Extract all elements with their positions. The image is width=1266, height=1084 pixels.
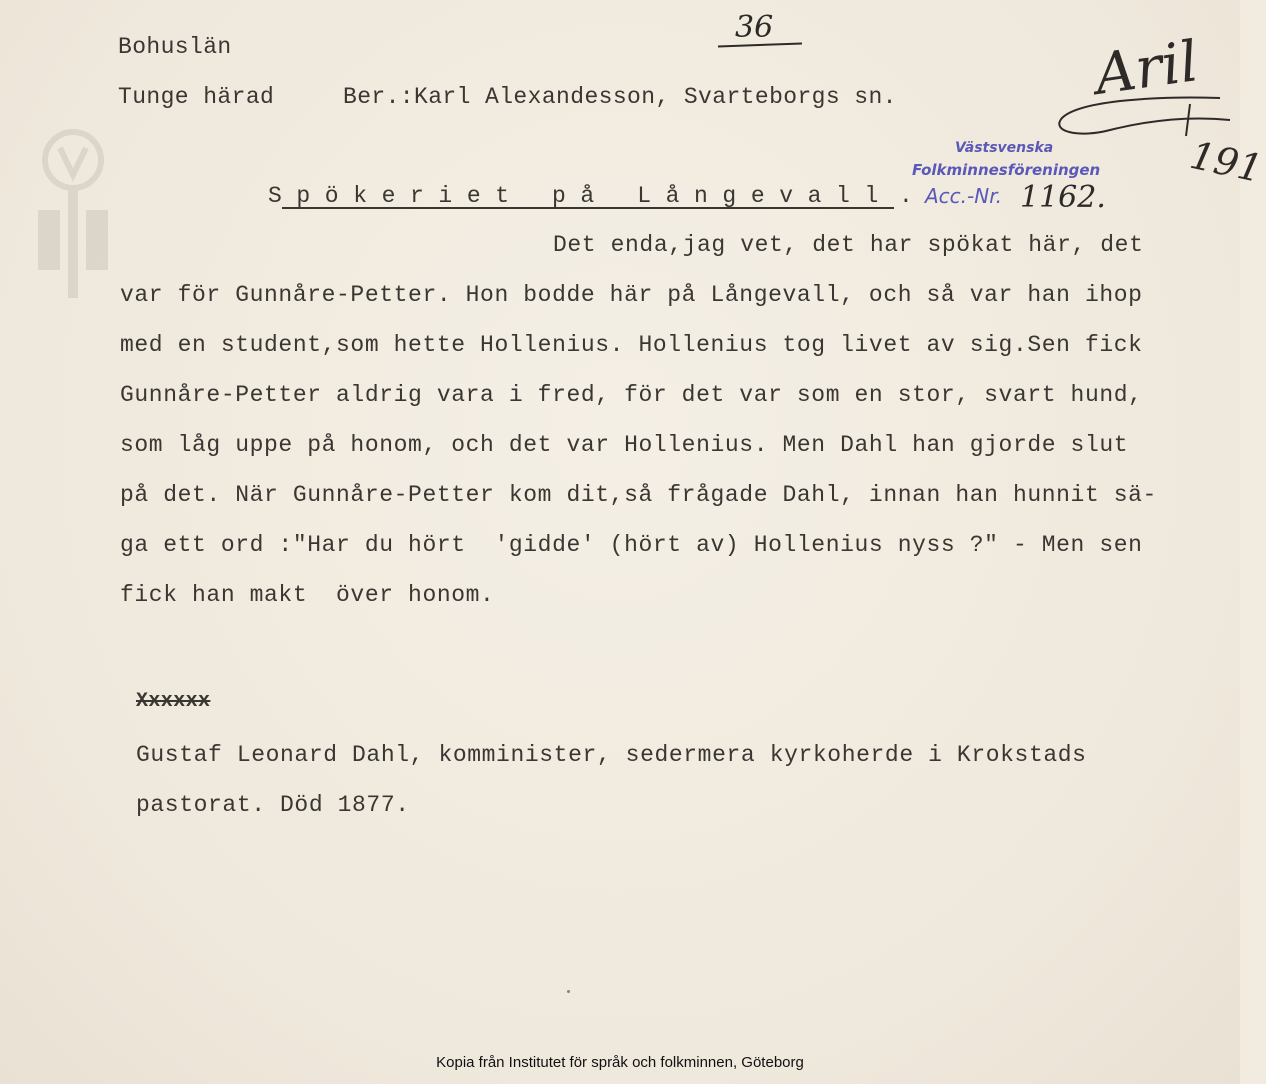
title-underline	[282, 207, 894, 209]
body-line-1: Det enda,jag vet, det har spökat här, det	[553, 232, 1144, 258]
stamp-acc-label: Acc.-Nr.	[925, 184, 1002, 208]
note-line-1: Gustaf Leonard Dahl, komminister, sedermera kyrkoherde i Krokstads	[136, 742, 1087, 768]
body-line-7: ga ett ord :"Har du hört 'gidde' (hört av) Hollenius nyss ?" - Men sen	[120, 532, 1143, 558]
body-line-2: var för Gunnåre-Petter. Hon bodde här på Långevall, och så var han ihop	[120, 282, 1143, 308]
header-region: Bohuslän	[118, 34, 232, 60]
struck-out-word: Xxxxxx	[136, 690, 211, 713]
footer-copyright: Kopia från Institutet för språk och folkminnen, Göteborg	[436, 1054, 804, 1071]
document-title: Spökeriet på Långevall	[268, 183, 893, 209]
handwritten-initials: Aril	[1090, 29, 1203, 108]
watermark-emblem	[28, 120, 118, 320]
body-line-4: Gunnåre-Petter aldrig vara i fred, för det var som en stor, svart hund,	[120, 382, 1143, 408]
body-line-3: med en student,som hette Hollenius. Hollenius tog livet av sig.Sen fick	[120, 332, 1143, 358]
body-line-6: på det. När Gunnåre-Petter kom dit,så frågade Dahl, innan han hunnit sä-	[120, 482, 1157, 508]
stamp-acc-number: 1162.	[1020, 180, 1106, 215]
page-number: 36	[735, 10, 774, 45]
handwritten-year: 191	[1186, 132, 1266, 192]
body-line-8: fick han makt över honom.	[120, 582, 495, 608]
header-district: Tunge härad	[118, 84, 275, 110]
title-period: .	[899, 183, 914, 209]
stamp-line1: Västsvenska	[955, 140, 1054, 156]
header-informant: Ber.:Karl Alexandesson, Svarteborgs sn.	[343, 84, 897, 110]
paper-speck	[567, 990, 570, 993]
note-line-2: pastorat. Död 1877.	[136, 792, 410, 818]
body-line-5: som låg uppe på honom, och det var Hollenius. Men Dahl han gjorde slut	[120, 432, 1129, 458]
stamp-line2: Folkminnesföreningen	[912, 161, 1101, 179]
